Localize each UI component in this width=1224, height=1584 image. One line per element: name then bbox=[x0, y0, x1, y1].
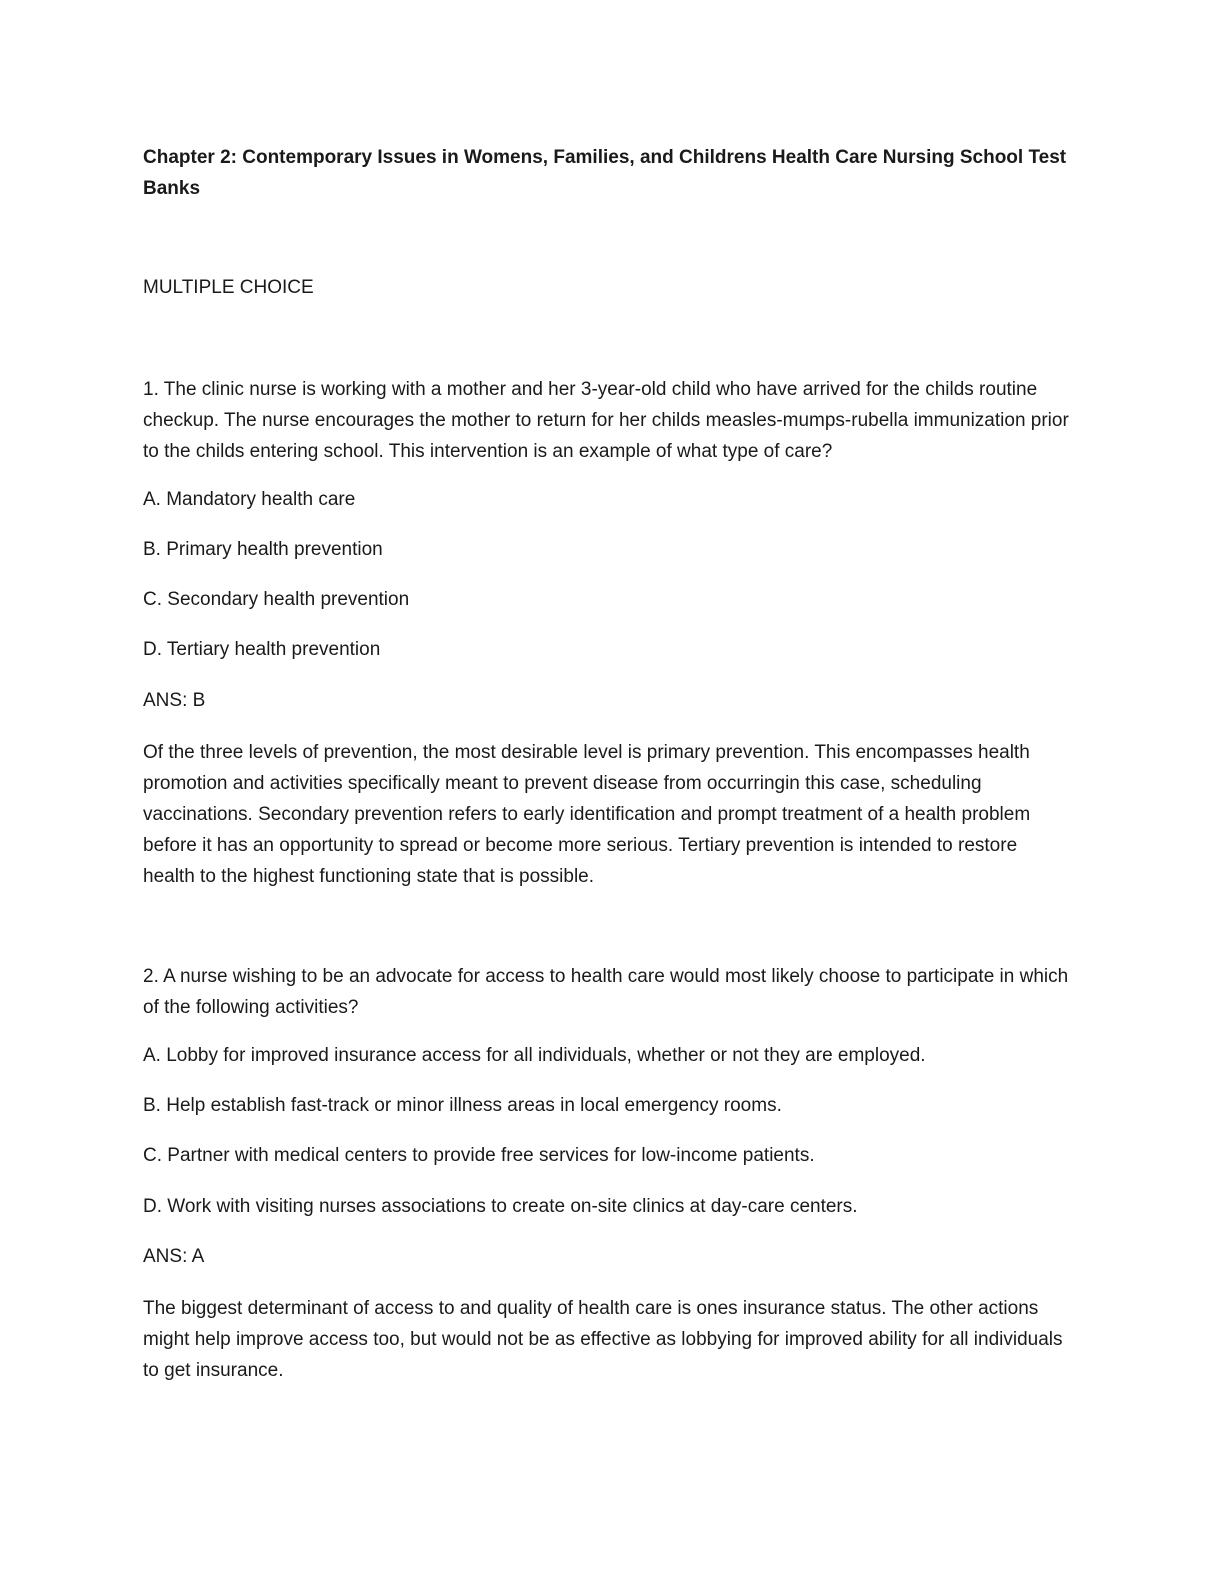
question-1-option-c: C. Secondary health prevention bbox=[143, 589, 410, 610]
question-2-answer: ANS: A bbox=[143, 1246, 205, 1267]
question-1-option-b: B. Primary health prevention bbox=[143, 539, 383, 560]
question-1-rationale: Of the three levels of prevention, the most desirable level is primary prevention. This encompasses health promotion and activities specifically meant to prevent disease from occurringin this case, scheduling vaccinations. Secondary prevention refers to early identification and prompt treatment of a health problem before it has an opportunity to spread or become more serious. Tertiary prevention is intended to restore health to the highest functioning state that is possible. bbox=[143, 742, 1031, 887]
question-2-rationale: The biggest determinant of access to and quality of health care is ones insurance status. The other actions might help improve access too, but would not be as effective as lobbying for improved ability for all individuals to get insurance. bbox=[143, 1298, 1063, 1381]
question-1-answer: ANS: B bbox=[143, 690, 206, 711]
question-2-option-a: A. Lobby for improved insurance access for all individuals, whether or not they are employed. bbox=[143, 1045, 926, 1066]
question-2-option-b: B. Help establish fast-track or minor illness areas in local emergency rooms. bbox=[143, 1095, 782, 1116]
question-1-option-a: A. Mandatory health care bbox=[143, 489, 356, 510]
section-heading: MULTIPLE CHOICE bbox=[143, 277, 314, 298]
question-1-stem: 1. The clinic nurse is working with a mother and her 3-year-old child who have arrived for the childs routine checkup. The nurse encourages the mother to return for her childs measles-mumps-rubella immunization prior to the childs entering school. This intervention is an example of what type of care? bbox=[143, 379, 1069, 462]
question-1-option-d: D. Tertiary health prevention bbox=[143, 639, 381, 660]
question-2-option-d: D. Work with visiting nurses associations to create on-site clinics at day-care centers. bbox=[143, 1196, 858, 1217]
question-2-option-c: C. Partner with medical centers to provide free services for low-income patients. bbox=[143, 1145, 815, 1166]
document-title: Chapter 2: Contemporary Issues in Womens, Families, and Childrens Health Care Nursing School Test Banks bbox=[143, 147, 1067, 199]
question-2-stem: 2. A nurse wishing to be an advocate for access to health care would most likely choose to participate in which of the following activities? bbox=[143, 966, 1069, 1018]
